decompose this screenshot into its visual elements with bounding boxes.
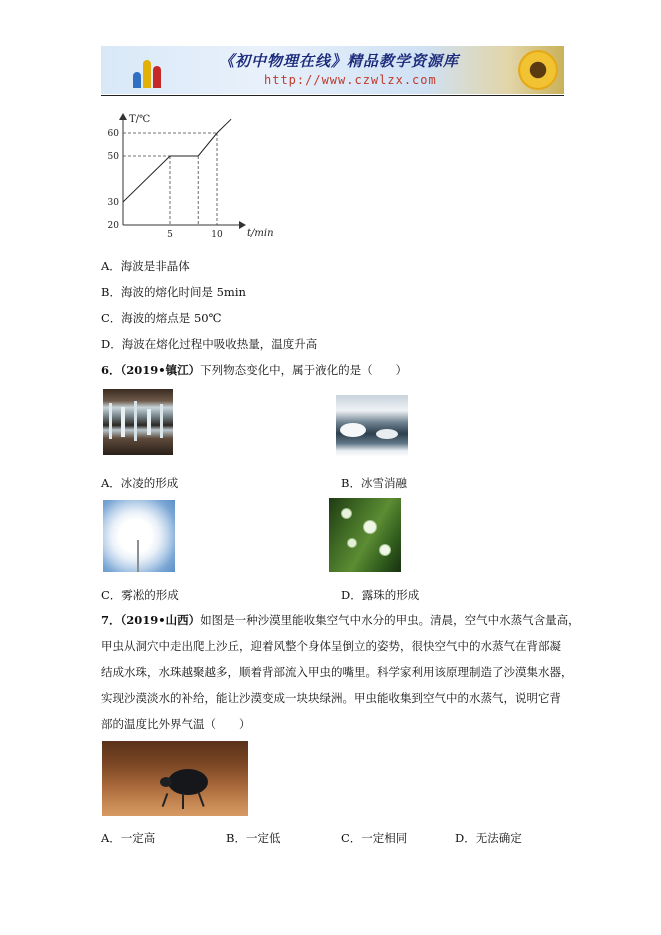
y-axis-label: T/℃ [129, 114, 151, 125]
temperature-time-chart [95, 108, 275, 240]
q7-number: 7． [101, 613, 121, 627]
q6-question: 下列物态变化中，属于液化的是（ ） [200, 363, 408, 377]
q6-option-b: B．冰雪消融 [341, 476, 407, 490]
q7-line-4: 实现沙漠淡水的补给，能让沙漠变成一块块绿洲。甲虫能收集到空气中的水蒸气，说明它背 [101, 691, 561, 705]
rime-photo [103, 500, 175, 572]
x-axis-label: t/min [247, 228, 274, 239]
header-rule [101, 95, 564, 96]
header-banner [101, 46, 564, 94]
sunflower-icon [518, 50, 558, 90]
q5-option-b: B．海波的熔化时间是 5min [101, 285, 246, 299]
x-tick-label: 5 [167, 230, 173, 240]
q6-number: 6． [101, 363, 121, 377]
q6-stem [101, 362, 407, 378]
q6-option-c: C．雾凇的形成 [101, 588, 179, 602]
y-tick-label: 30 [107, 198, 119, 208]
icicles-photo [103, 389, 173, 455]
x-tick-label: 10 [211, 230, 223, 240]
beetle-photo [102, 741, 248, 816]
q6-option-a: A．冰凌的形成 [101, 476, 179, 490]
q7-text-1: 如图是一种沙漠里能收集空气中水分的甲虫。清晨，空气中水蒸气含量高， [200, 613, 580, 627]
q7-option-a: A．一定高 [101, 831, 156, 845]
q5-option-c: C．海波的熔点是 50℃ [101, 311, 222, 325]
dew-photo [329, 498, 401, 572]
q7-line-5: 部的温度比外界气温（ ） [101, 717, 251, 731]
q7-option-d: D．无法确定 [455, 831, 522, 845]
q7-line-1 [101, 612, 580, 628]
q5-option-a: A．海波是非晶体 [101, 259, 190, 273]
q7-line-3: 结成水珠，水珠越聚越多，顺着背部流入甲虫的嘴里。科学家利用该原理制造了沙漠集水器， [101, 665, 573, 679]
q7-line-2: 甲虫从洞穴中走出爬上沙丘，迎着风整个身体呈倒立的姿势，很快空气中的水蒸气在背部凝 [101, 639, 561, 653]
header-url: http://www.czwlzx.com [264, 73, 437, 87]
y-tick-label: 20 [107, 221, 119, 231]
logo-icon [131, 46, 171, 94]
temperature-series-line [123, 119, 231, 202]
q6-source: （2019•镇江） [120, 363, 201, 377]
q6-option-d: D．露珠的形成 [341, 588, 420, 602]
q7-option-b: B．一定低 [226, 831, 281, 845]
melting-snow-photo [336, 395, 408, 457]
y-tick-label: 60 [107, 129, 119, 139]
q5-option-d: D．海波在熔化过程中吸收热量，温度升高 [101, 337, 318, 351]
y-tick-label: 50 [107, 152, 119, 162]
q7-option-c: C．一定相同 [341, 831, 408, 845]
header-title: 《初中物理在线》精品教学资源库 [219, 52, 460, 70]
q7-source: （2019•山西） [120, 613, 201, 627]
